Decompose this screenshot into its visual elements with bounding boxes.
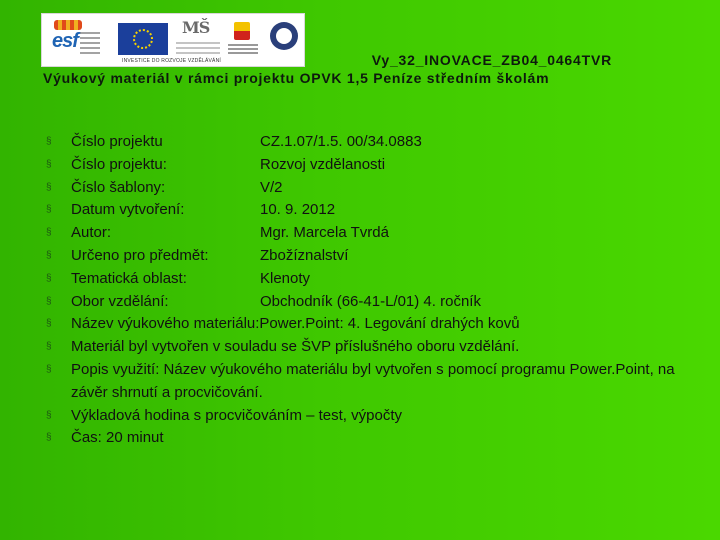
item-text: Název výukového materiálu:Power.Point: 4. Legování drahých kovů [71,315,520,333]
header-subtitle: Výukový materiál v rámci projektu OPVK 1,5 Peníze středním školám [43,70,550,86]
list-item [46,199,706,222]
bullet-icon: § [46,227,52,239]
info-list [46,131,706,450]
item-label: Obor vzdělání: [71,292,169,310]
item-label: Datum vytvoření: [71,201,185,219]
bullet-icon: § [46,432,52,444]
item-label: Číslo projektu: [71,155,167,173]
list-item [46,336,706,359]
item-value: Zbožíznalství [260,246,349,264]
bullet-icon: § [46,318,52,330]
bullet-icon: § [46,204,52,216]
op-logo [228,22,258,56]
list-item [46,313,706,336]
bullet-icon: § [46,363,52,375]
list-item [46,427,706,450]
bullet-icon: § [46,409,52,421]
bullet-icon: § [46,181,52,193]
list-item [46,359,706,405]
item-label: Určeno pro předmět: [71,246,209,264]
item-text: Výkladová hodina s procvičováním – test, výpočty [71,406,402,424]
item-value: Rozvoj vzdělanosti [260,155,386,173]
material-code: Vy_32_INOVACE_ZB04_0464TVR [371,52,612,68]
item-text: Čas: 20 minut [71,429,164,447]
eu-stars-icon [133,29,153,49]
bullet-icon: § [46,272,52,284]
bullet-icon: § [46,158,52,170]
item-text: Materiál byl vytvořen v souladu se ŠVP příslušného oboru vzdělání. [71,338,520,356]
bullet-icon: § [46,295,52,307]
esf-stars-icon [54,20,82,30]
item-value: V/2 [260,178,283,196]
logo-caption: INVESTICE DO ROZVOJE VZDĚLÁVÁNÍ [122,58,221,64]
item-value: CZ.1.07/1.5. 00/34.0883 [260,133,422,150]
item-label: Číslo šablony: [71,178,166,196]
list-item [46,154,706,177]
item-value: Obchodník (66-41-L/01) 4. ročník [260,292,481,310]
list-item [46,268,706,291]
item-value: 10. 9. 2012 [260,201,336,219]
list-item [46,245,706,268]
list-item [46,405,706,428]
list-item [46,291,706,314]
item-label: Autor: [71,224,112,242]
bullet-icon: § [46,249,52,261]
item-text: Popis využití: Název výukového materiálu byl vytvořen s pomocí programu Power.Point, na závěr shrnutí a procvičování. [71,360,675,401]
esf-logo [52,20,98,56]
item-label: Tematická oblast: [71,269,187,287]
esf-logo-text: esf [52,30,78,52]
school-logo [268,20,300,56]
msmt-mark-icon: MŠ [182,18,210,37]
eu-flag-logo [118,23,168,55]
op-flag-icon [234,22,250,40]
bullet-icon: § [46,136,52,147]
bullet-icon: § [46,341,52,353]
item-value: Mgr. Marcela Tvrdá [260,224,389,242]
list-item [46,222,706,245]
item-value: Klenoty [260,269,311,287]
item-label: Číslo projektu [71,133,163,150]
school-emblem-icon [270,22,298,50]
list-item [46,177,706,200]
list-item [46,131,706,154]
